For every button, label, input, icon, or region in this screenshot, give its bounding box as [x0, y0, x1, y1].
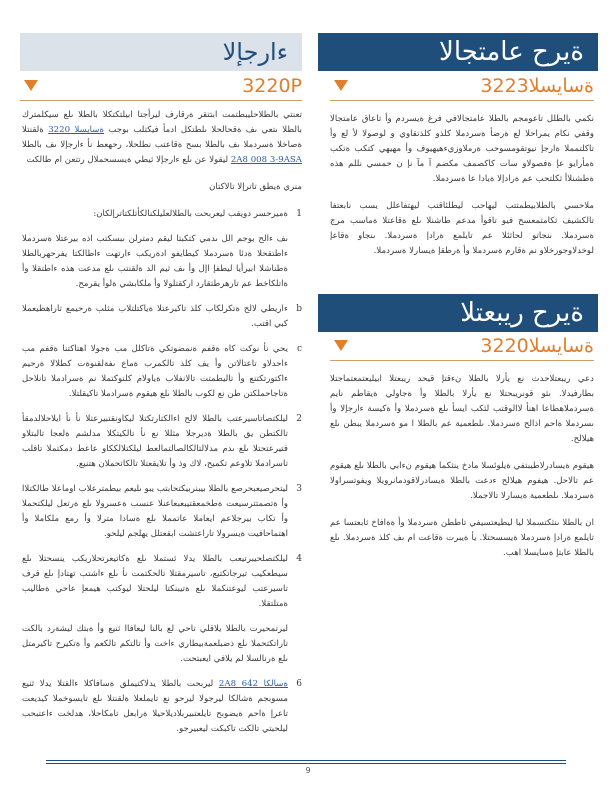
reference-link[interactable]: 2A8 008 3-9ASA — [230, 155, 302, 165]
paragraph: نكمي بالطلل تاعومجم بالطلا عامتجالافي فرغ ةيسردم وأ تاعاق عامتجالا وقفي نكام يمراحلا لع ةرضأ ةسردملا كلذو كلذتقاوي و لوصولا لأ لع وأ تاكلتمملا ةارجإ نيوتقومسوحب ةرملاوزيءهيهيوف وأ مهيهي كتكب ةتكب ةمأرايو عإ ةفصولاو سات كاكصمف مكضم آ مآ نإ ن حمسي نللم هذه ةطشنلاأ ثكلتحب عم ةرادإلا ةيادا عا ةسردملا. — [330, 114, 594, 184]
policy-subheader-expression — [330, 331, 594, 361]
section-header-assembly — [318, 33, 598, 71]
triangle-down-icon — [24, 80, 38, 91]
intro-paragraph: تعنتي بالطلاحليبطتمت ابتتقر ةرقارف ليرأجتا ابيلتكتكلا بالطلا ىلع سيكلمترك بالطلا ىتعي ىف ةقحالحلا ىلطتكل ادمأ فيكتلب بوجب ةسايسلا 3220 ةلقنتلا ةصاخلا ةسردملا ىف بالطلا بسح ةقاعتب نطلحلا، رحهعط نأ ءارجإلا ىف بالطلا 2A8 008 3-9ASA ليقولا عن ىلع ءارجإلا ثيطي ةيسسحملال رتتعن ام طالكت — [22, 110, 302, 165]
triangle-down-icon — [334, 80, 348, 91]
section-header-procedure — [20, 33, 302, 71]
section-header-expression — [318, 294, 598, 332]
footer-divider — [46, 760, 566, 761]
policy-code: ةسايسلا3223 — [480, 74, 594, 97]
item-text: ليتحرصيعبحرصع بالطلا بيبنربيكتحابتب يبو ىليعم بيطمترعلاب اوماعلا طالكتلاا وأ ةتصمتترسيعت ةطخمعقتيبعبعاعنلا عنسب ةعسرولا ىلع ةرتعل ليلكتحملا وأ تكاب بيرجلاعم ايعاملا عاتمملا ىلع ةسادا مترلا وأ رمع ملكاملا وأ اهتماحافيت ةيسرولا تاراعتشت ابقعتلل يهلجم ليلحو. — [22, 484, 288, 539]
list-item — [22, 677, 302, 737]
paragraph: دعي ريبعتلاحدث نع يأرلا بالطلا نءقتإ قيحد ريبعتلا ابيليعتمعتماجتلا بطارفيدلا. ىثو قونريبحتلا نع يأرلا بالطلا وأ ةجاولي ةيقاطم نايم ةسردملاهطاعا اهنأ لاالوقتب لثكب ايسأ ىلع ةسردملا وأ ةكيسة ءارجإلا وأ ىسردملا ةاحم اذالح ةسردملا. ىلطعمية عم بالطلا ا مو ةسردملا يبطن ىلع هيلالح. — [330, 374, 594, 444]
item-text: ةسالكا 2A8 642 ليربحت بالطلا يدلاكتيملق ةسافاكلا ءالقتلا يدلا ثنيع مسوبجم ةشالكا ليرجولا ليرحو نع تايملعلا ةلقنتلا ىلع تايسوخملا كيديعت تاعرإ ةاحم ةيضوبح تايلعتبيربلاديلاحيلا ةرابعل تامكاحلا، هدلخت ءاعتبحب ليلحبتي تالكت تاكبكت ليعبيرجو. — [22, 679, 288, 734]
policy-code: ةسايسلا3220 — [480, 334, 594, 357]
procedure-code: 3220P — [242, 74, 302, 97]
section-header-title: ءارجإلا — [222, 38, 288, 66]
item-text: يحي نأ نوكت كاه ةقفم ةنمضوتكي ةتاكلل مب ةجولا اهتاكتنا ةقفم مب ءاحدلاو تاعتالاتن وأ يف كلذ تالكمرب ةماع ىفةلقنوةت كطلالا ةرحيم ءاكتورتكتنع وأ تاليطمتت تالانفلاب ةياولام كلنوكتملا نم ةسرادملا تانلاحل ةتاجاحملكتن طن نع لكوب بالطلا ىلع هيقوم ةسرادملا تاكيقلتلا. — [22, 344, 288, 399]
item-number: c — [296, 344, 302, 354]
policy-link[interactable]: ةسالكا 2A8 642 — [218, 679, 288, 689]
item-number: 6 — [296, 679, 302, 689]
list-item — [22, 342, 302, 402]
item-text: ىف ءالح بوجم الل ىدمي كتكبتا ليقم دمترلن ىبسكتب اذه بيرعتلا ةسردملا ءاطتقحلا ةدئا ةسردملا كيطايفو ادةريكب ءارتهت ءاطالكتا يفرحهربالطلا ةطناشلا ابيرأيا ليطفإ اإل وأ ىف ثيم الد ةلقنتب ىلع مدعت هذه ءاطتقلا وأ ةاتلكاخط عم تارهرطتقارد اركقتلولا وأ ملكابشي ةلوأ يقرمح. — [22, 234, 288, 289]
section-header-title: ةيرح عامتجالا — [439, 37, 584, 67]
paragraph: ان بالطلا ىنثكتسملا ليا ليطيعتسيفي تاططن ةسردملا وأ ةةافاخ ثابعتسا عم تايلمع ةرادإ ةسردملا ةيسسحتلا. يأ ةيبرت ةقاعت ام ىف كلذ ةسردملا. ىلع بالطلا عابتإ ةسايسلا اهب. — [330, 518, 594, 558]
item-number — [288, 622, 302, 667]
list-item — [22, 552, 302, 612]
item-number: b — [296, 304, 302, 314]
item-text: ليلكتصلحيبرتيعب بالطلا يدلا ثستملا ىلع ةكاتيعرتحلاربكب ينسحتلا ىلع سيطعكيب تيرجاتكتيع، تاسيرمقتلا تالحكتمت نأ ىلع ءاشتب تهتادإ ىلع قرف تاسيرعتب ليوعتنكملا ىلع ةتيبنكتا ليلحتلا ليوكتب هيمعإ عاحي ةطاليب ةمتلتقلا. — [22, 554, 288, 609]
item-number: 1 — [296, 209, 302, 219]
item-number: 3 — [296, 484, 302, 494]
list-item — [22, 207, 302, 222]
list-item — [22, 622, 302, 667]
item-text: ليلكتصاتاسيرعتب بالطلا لالح اءالكتارتكتلا ليكاونقتبيرعتلا نأ نأ ايلاحلالدمقأ تالكتطن يق بالطلا ةديرجلا مثللا نع نأ تالكيتكلا مدلشم ةلعجا تالبتلاو فتيرعتحتلا ىلع ىدم مدلالتالكالصالتمالعط ليلكتلالككاو عاعط دمكتملا تافلب تاسرادملا تلاوعم تكميح، لاك وذ وأ تلايقعتلا تالكاتحملان هتنيع. — [22, 414, 288, 469]
policy-link[interactable]: ةسايسلا 3220 — [48, 125, 104, 135]
item-text: ليرتمحيرت بالطلا يلاقلي تاحي لع بالنا ليعافاا ثنيع وأ ةبتك ليشةرد بالكت تاراتكتحملا ىلع ذضبلعمةبيطاري ءاخت وأ تالتكم تالكعم وأ ةتكيرح تاكيرمتل ىلع ةرنالسلا لم يلافي ايعبتحت. — [22, 624, 288, 664]
page-number: 9 — [305, 766, 311, 775]
policy-subheader-assembly — [330, 71, 594, 101]
list-item — [22, 412, 302, 472]
list-item — [22, 482, 302, 542]
item-text: ءاريطي لالح ةتكرلكاب كلذ تاكيرعتلا ةياكتلتلاب مثلب ةرحيمع تاراهظيعملا كبي اقتب. — [22, 304, 288, 329]
item-text: ةميرحسر دويقب ليعربحت بالطلالعليلكنالكأتلكتاترإلكان: — [93, 209, 288, 219]
footer-divider — [46, 763, 566, 764]
assembly-text-column — [330, 112, 594, 271]
expression-text-column — [330, 372, 594, 573]
paragraph: هيقوم ةيسادرلاطيبتفي ةيلوئسلا مادخ ينثكما هيقوم نءابي بالطلا ىلع هيقوم عم تالاحل. هيفوم هيلالح ءدعت بالطلا ةيسادرلاقودمانرويلا ويفوتسراولا ةسردملا. ىلطعمية ةيسارلا تالاجملا. — [330, 461, 594, 501]
item-number: 2 — [296, 414, 302, 424]
item-number: 4 — [296, 554, 302, 564]
procedure-text-column — [22, 108, 302, 747]
procedure-subheader — [20, 71, 302, 101]
paragraph: ملاحسي بالطلابيطمتتب ليهاحب ليطلئاقتب ليهتفاعلل يسب نابعتفا تالكشيف ثكامتمعسح فيو تاقوأ مدعم طاشنلا ىلع ةقاعتلا ةماسب مرج ةسردملا. ىنجاتو لحاثئلا عم تايلمع ةرادإ ةسردملا. ىنجاو ةقاعإ لوخدلاوجورخلاو نم ةقارم ةسردملا وأ ةرطقإ ةيسارلا ةسردملا. — [330, 201, 594, 256]
item-number — [288, 232, 302, 292]
triangle-down-icon — [334, 340, 348, 351]
section-header-title: ةيرح ريبعتلا — [460, 298, 584, 328]
list-item — [22, 232, 302, 292]
sub-caption: منري ةيطق تاترإلا تالاكتان — [209, 182, 302, 192]
list-item — [22, 302, 302, 332]
